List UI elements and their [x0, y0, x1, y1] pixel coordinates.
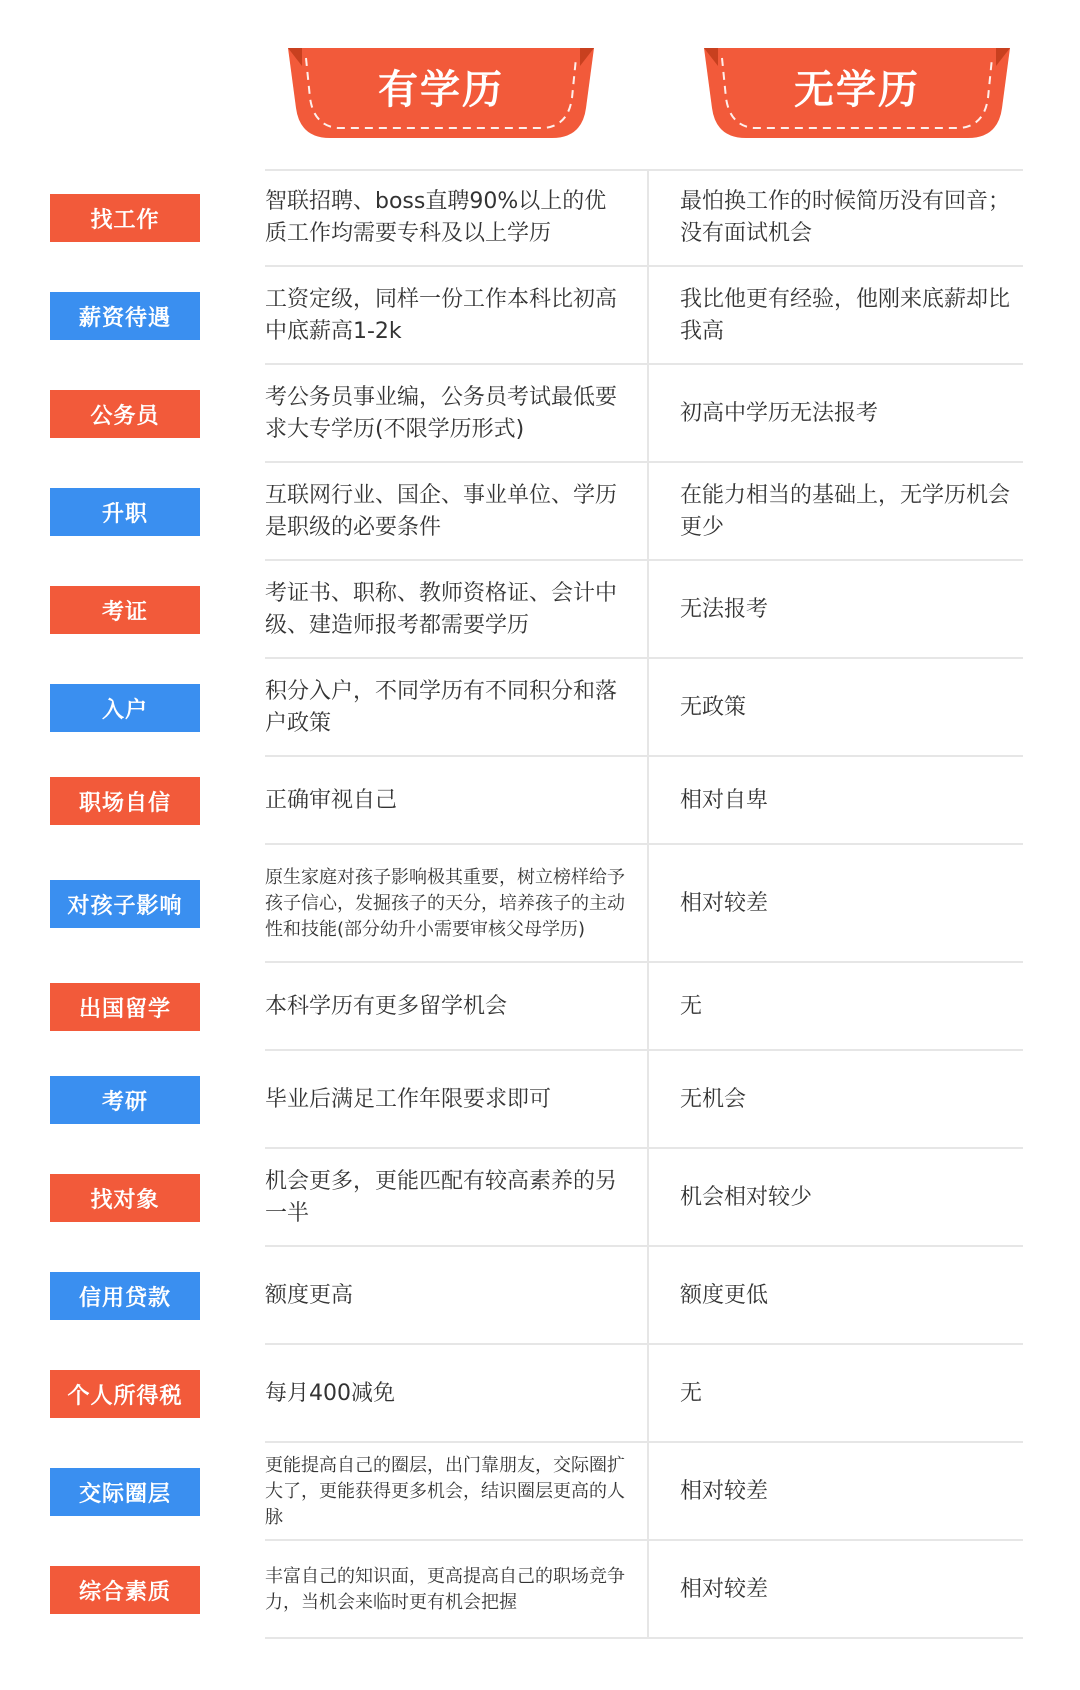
without-degree-text: 相对较差 [680, 891, 769, 916]
with-degree-cell [265, 963, 625, 1051]
row-label-tag: 找工作 [50, 194, 200, 242]
with-degree-cell [265, 169, 625, 267]
with-degree-text: 正确审视自己 [265, 788, 398, 813]
without-degree-cell [680, 1247, 1025, 1345]
row-label-tag: 职场自信 [50, 777, 200, 825]
with-degree-cell [265, 1443, 625, 1541]
table-row [0, 463, 1080, 561]
with-degree-cell [265, 267, 625, 365]
with-degree-text: 额度更高 [265, 1283, 354, 1308]
row-label-tag: 薪资待遇 [50, 292, 200, 340]
row-label-tag: 公务员 [50, 390, 200, 438]
row-label-tag: 交际圈层 [50, 1468, 200, 1516]
table-row [0, 963, 1080, 1051]
with-degree-cell [265, 1345, 625, 1443]
with-degree-text: 互联网行业、国企、事业单位、学历是职级的必要条件 [265, 483, 618, 540]
column-header-without-degree [704, 48, 1010, 146]
without-degree-text: 相对较差 [680, 1577, 769, 1602]
table-row [0, 757, 1080, 845]
without-degree-cell [680, 365, 1025, 463]
without-degree-text: 在能力相当的基础上，无学历机会更少 [680, 483, 1011, 540]
without-degree-text: 相对较差 [680, 1479, 769, 1504]
without-degree-text: 无政策 [680, 695, 747, 720]
table-row [0, 365, 1080, 463]
row-label-tag: 考证 [50, 586, 200, 634]
table-row [0, 1247, 1080, 1345]
table-row [0, 845, 1080, 963]
without-degree-cell [680, 1051, 1025, 1149]
column-header-with-degree-label: 有学历 [378, 66, 504, 113]
row-label-tag: 个人所得税 [50, 1370, 200, 1418]
table-row [0, 267, 1080, 365]
without-degree-cell [680, 561, 1025, 659]
without-degree-text: 机会相对较少 [680, 1185, 813, 1210]
without-degree-text: 初高中学历无法报考 [680, 401, 879, 426]
with-degree-text: 积分入户，不同学历有不同积分和落户政策 [265, 679, 618, 736]
without-degree-text: 额度更低 [680, 1283, 769, 1308]
without-degree-cell [680, 963, 1025, 1051]
row-label-tag: 入户 [50, 684, 200, 732]
with-degree-text: 毕业后满足工作年限要求即可 [265, 1087, 552, 1112]
without-degree-cell [680, 1541, 1025, 1639]
table-row [0, 1051, 1080, 1149]
row-label-tag: 找对象 [50, 1174, 200, 1222]
column-header-without-degree-label: 无学历 [794, 66, 920, 113]
row-label-tag: 出国留学 [50, 983, 200, 1031]
with-degree-text: 原生家庭对孩子影响极其重要，树立榜样给予孩子信心，发掘孩子的天分，培养孩子的主动性和技能(部分幼升小需要审核父母学历) [265, 867, 625, 940]
row-label-tag: 信用贷款 [50, 1272, 200, 1320]
without-degree-cell [680, 267, 1025, 365]
with-degree-cell [265, 1247, 625, 1345]
row-label-tag: 对孩子影响 [50, 880, 200, 928]
without-degree-cell [680, 757, 1025, 845]
table-row [0, 1541, 1080, 1639]
with-degree-text: 本科学历有更多留学机会 [265, 994, 508, 1019]
with-degree-text: 每月400减免 [265, 1381, 395, 1406]
with-degree-cell [265, 659, 625, 757]
table-row [0, 1149, 1080, 1247]
with-degree-cell [265, 1541, 625, 1639]
with-degree-cell [265, 1149, 625, 1247]
without-degree-cell [680, 1345, 1025, 1443]
without-degree-text: 相对自卑 [680, 788, 769, 813]
table-row [0, 561, 1080, 659]
with-degree-cell [265, 1051, 625, 1149]
without-degree-cell [680, 845, 1025, 963]
without-degree-cell [680, 659, 1025, 757]
with-degree-text: 考公务员事业编，公务员考试最低要求大专学历(不限学历形式) [265, 385, 618, 442]
without-degree-cell [680, 169, 1025, 267]
without-degree-text: 我比他更有经验，他刚来底薪却比我高 [680, 287, 1011, 344]
table-row [0, 1345, 1080, 1443]
with-degree-text: 智联招聘、boss直聘90%以上的优质工作均需要专科及以上学历 [265, 189, 607, 246]
with-degree-text: 工资定级，同样一份工作本科比初高中底薪高1-2k [265, 287, 618, 344]
with-degree-cell [265, 365, 625, 463]
without-degree-cell [680, 1149, 1025, 1247]
without-degree-text: 无法报考 [680, 597, 769, 622]
table-row [0, 1443, 1080, 1541]
without-degree-text: 无 [680, 1381, 703, 1406]
with-degree-text: 丰富自己的知识面，更高提高自己的职场竞争力，当机会来临时更有机会把握 [265, 1566, 625, 1613]
without-degree-cell [680, 463, 1025, 561]
with-degree-text: 更能提高自己的圈层，出门靠朋友，交际圈扩大了，更能获得更多机会，结识圈层更高的人脉 [265, 1455, 625, 1528]
comparison-table [0, 169, 1080, 1639]
row-label-tag: 综合素质 [50, 1566, 200, 1614]
table-row [0, 659, 1080, 757]
row-label-tag: 升职 [50, 488, 200, 536]
with-degree-text: 机会更多，更能匹配有较高素养的另一半 [265, 1169, 618, 1226]
with-degree-cell [265, 561, 625, 659]
with-degree-cell [265, 845, 625, 963]
without-degree-text: 无机会 [680, 1087, 747, 1112]
table-row [0, 169, 1080, 267]
without-degree-text: 最怕换工作的时候简历没有回音；没有面试机会 [680, 189, 1011, 246]
without-degree-text: 无 [680, 994, 703, 1019]
without-degree-cell [680, 1443, 1025, 1541]
row-label-tag: 考研 [50, 1076, 200, 1124]
with-degree-cell [265, 463, 625, 561]
column-header-with-degree [288, 48, 594, 146]
with-degree-cell [265, 757, 625, 845]
with-degree-text: 考证书、职称、教师资格证、会计中级、建造师报考都需要学历 [265, 581, 618, 638]
